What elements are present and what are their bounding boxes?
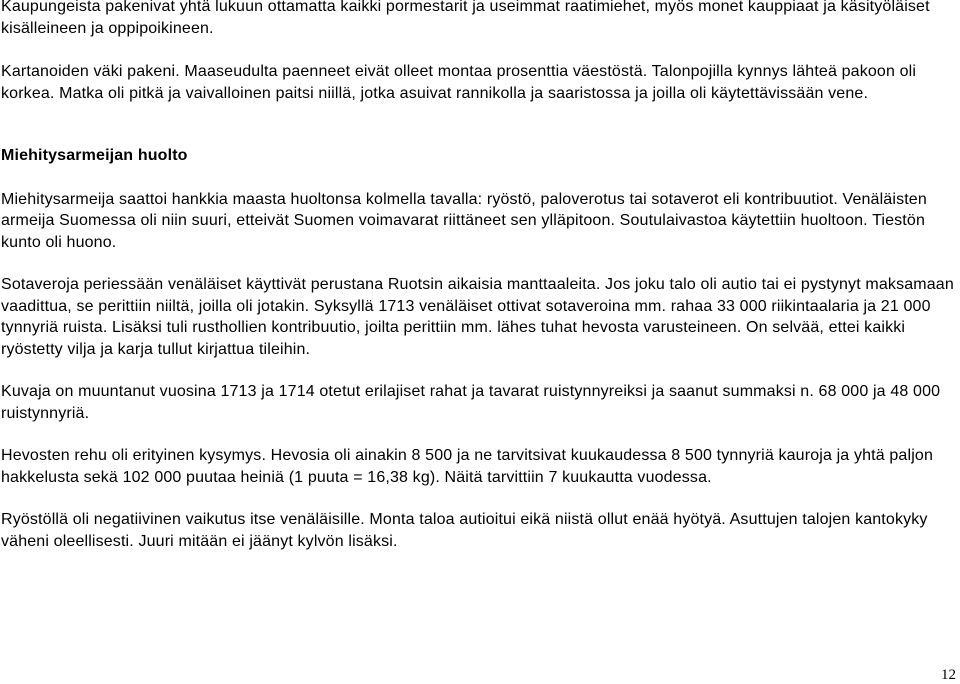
- paragraph-supply-methods: Miehitysarmeija saattoi hankkia maasta huoltonsa kolmella tavalla: ryöstö, paloverotus tai sotaverot eli kontribuutiot. Venäläisten armeija Suomessa oli niin suuri, etteivät Suomen voimavarat riittäneet sen ylläpitoon. Soutulaivastoa käytettiin huoltoon. Tiestön kunto oli huono.: [1, 190, 927, 251]
- page-number: 12: [941, 667, 956, 683]
- paragraph-war-taxes: Sotaveroja periessään venäläiset käyttivät perustana Ruotsin aikaisia manttaaleita. Jos joku talo oli autio tai ei pystynyt maksamaan vaadittua, se perittiin niiltä, joilla oli jotakin. Syksyllä 1713 venäläiset ottivat sotaveroina mm. rahaa 33 000 riikintaalaria ja 21 000 tynnyriä ruista. Lisäksi tuli rusthollien kontribuutio, joilta perittiin mm. lähes tuhat hevosta varusteineen. On selvää, ettei kaikki ryöstetty vilja ja karja tullut kirjattua tileihin.: [1, 276, 954, 358]
- paragraph-refugees-countryside: Kartanoiden väki pakeni. Maaseudulta paenneet eivät olleet montaa prosenttia väestöstä. Talonpojilla kynnys lähteä pakoon oli korkea. Matka oli pitkä ja vaivalloinen paitsi niillä, jotka asuivat rannikolla ja saaristossa ja joilla oli käytettävissään vene.: [1, 63, 917, 102]
- paragraph-conversion: Kuvaja on muuntanut vuosina 1713 ja 1714 otetut erilajiset rahat ja tavarat ruistynnyreiksi ja saanut summaksi n. 68 000 ja 48 000 ruistynnyriä.: [1, 383, 941, 422]
- document-body: [1, 0, 956, 552]
- paragraph-horse-fodder: Hevosten rehu oli erityinen kysymys. Hevosia oli ainakin 8 500 ja ne tarvitsivat kuukaudessa 8 500 tynnyriä kauroja ja yhtä paljon hakkelusta sekä 102 000 puutaa heiniä (1 puuta = 16,38 kg). Näitä tarvittiin 7 kuukautta vuodessa.: [1, 447, 933, 486]
- paragraph-looting-effects: Ryöstöllä oli negatiivinen vaikutus itse venäläisille. Monta taloa autioitui eikä niistä ollut enää hyötyä. Asuttujen talojen kantokyky väheni oleellisesti. Juuri mitään ei jäänyt kylvön lisäksi.: [1, 511, 928, 550]
- paragraph-refugees-towns: Kaupungeista pakenivat yhtä lukuun ottamatta kaikki pormestarit ja useimmat raatimiehet, myös monet kauppiaat ja käsityöläiset kisälleineen ja oppipoikineen.: [1, 0, 930, 37]
- section-heading: Miehitysarmeijan huolto: [1, 147, 188, 164]
